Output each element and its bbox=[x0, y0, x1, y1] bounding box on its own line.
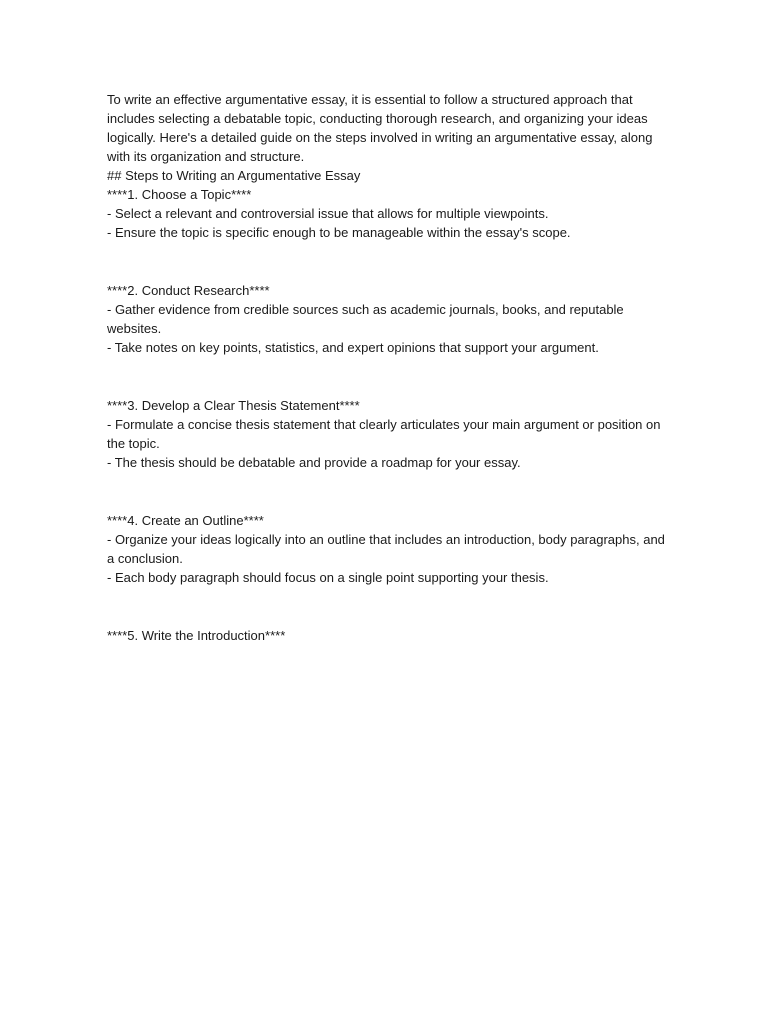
bullet-item: - Ensure the topic is specific enough to be manageable within the essay's scope. bbox=[107, 225, 571, 240]
step-title: ****1. Choose a Topic**** bbox=[107, 187, 252, 202]
step-1 bbox=[107, 185, 667, 242]
section-heading: ## Steps to Writing an Argumentative Essay bbox=[107, 168, 361, 183]
bullet-item: - Select a relevant and controversial issue that allows for multiple viewpoints. bbox=[107, 206, 549, 221]
step-title: ****5. Write the Introduction**** bbox=[107, 628, 286, 643]
intro-paragraph: To write an effective argumentative essay, it is essential to follow a structured approach that includes selecting a debatable topic, conducting thorough research, and organizing your ideas logically. Here's a detailed guide on the steps involved in writing an argumentative essay, along with its organization and structure. bbox=[107, 92, 653, 164]
bullet-item: - Gather evidence from credible sources such as academic journals, books, and reputable websites. bbox=[107, 302, 624, 336]
step-title: ****3. Develop a Clear Thesis Statement**** bbox=[107, 398, 360, 413]
step-title: ****2. Conduct Research**** bbox=[107, 283, 270, 298]
step-2 bbox=[107, 281, 667, 357]
bullet-item: - Each body paragraph should focus on a single point supporting your thesis. bbox=[107, 570, 549, 585]
step-3 bbox=[107, 396, 667, 472]
document-page bbox=[107, 90, 667, 645]
step-5 bbox=[107, 626, 667, 645]
bullet-item: - Organize your ideas logically into an outline that includes an introduction, body paragraphs, and a conclusion. bbox=[107, 532, 665, 566]
step-4 bbox=[107, 511, 667, 587]
bullet-item: - Formulate a concise thesis statement that clearly articulates your main argument or position on the topic. bbox=[107, 417, 661, 451]
bullet-item: - Take notes on key points, statistics, and expert opinions that support your argument. bbox=[107, 340, 599, 355]
step-title: ****4. Create an Outline**** bbox=[107, 513, 264, 528]
bullet-item: - The thesis should be debatable and provide a roadmap for your essay. bbox=[107, 455, 521, 470]
